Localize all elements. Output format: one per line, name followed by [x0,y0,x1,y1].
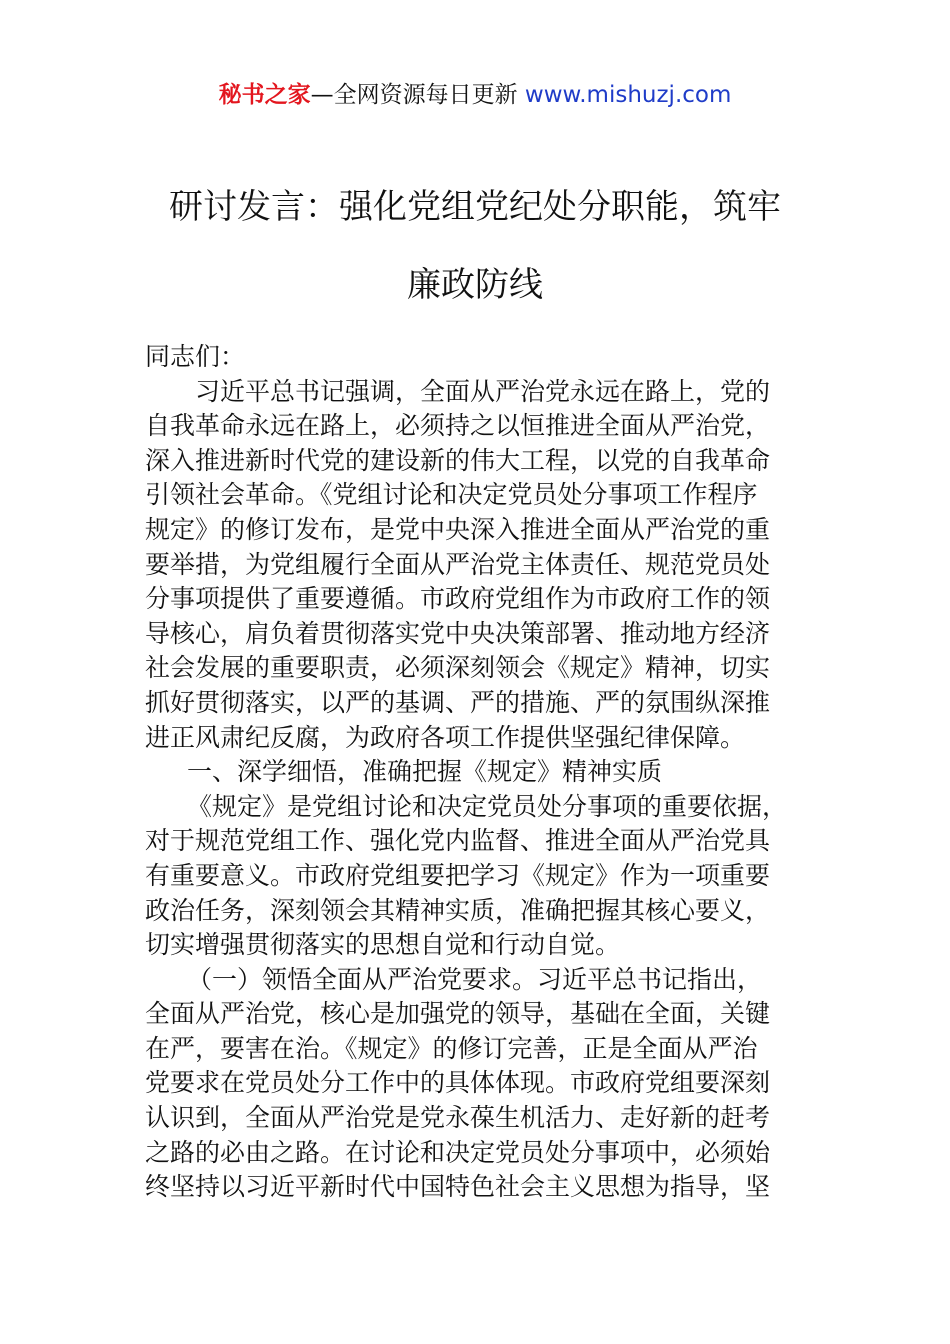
paragraph-line: 有重要意义。市政府党组要把学习《规定》作为一项重要 [145,860,771,890]
paragraph-line: 社会发展的重要职责，必须深刻领会《规定》精神，切实 [145,653,771,683]
paragraph-line: 切实增强贯彻落实的思想自觉和行动自觉。 [145,930,621,960]
paragraph-line: 导核心，肩负着贯彻落实党中央决策部署、推动地方经济 [145,618,771,648]
paragraph-line: 分事项提供了重要遵循。市政府党组作为市政府工作的领 [145,584,771,614]
brand-name: 秘书之家 [218,82,311,108]
site-header [0,78,950,112]
paragraph-line: 党要求在党员处分工作中的具体体现。市政府党组要深刻 [145,1068,771,1098]
paragraph-line: 引领社会革命。《党组讨论和决定党员处分事项工作程序 [145,480,758,510]
paragraph-line: 对于规范党组工作、强化党内监督、推进全面从严治党具 [145,826,771,856]
paragraph-line: 自我革命永远在路上，必须持之以恒推进全面从严治党， [145,411,771,441]
paragraph-line: 要举措，为党组履行全面从严治党主体责任、规范党员处 [145,549,771,579]
salutation: 同志们： [145,342,246,371]
paragraph-line: 《规定》是党组讨论和决定党员处分事项的重要依据， [187,791,788,821]
title-line-1: 研讨发言：强化党组党纪处分职能，筑牢 [169,187,781,227]
paragraph-line: 抓好贯彻落实，以严的基调、严的措施、严的氛围纵深推 [145,687,771,717]
document-body [145,340,810,1205]
paragraph-line: 进正风肃纪反腐，为政府各项工作提供坚强纪律保障。 [145,722,746,752]
paragraph-line: 习近平总书记强调，全面从严治党永远在路上，党的 [195,376,771,406]
paragraph-line: 全面从严治党，核心是加强党的领导，基础在全面，关键 [145,999,771,1029]
document-title [120,168,830,324]
paragraph-line: 终坚持以习近平新时代中国特色社会主义思想为指导，坚 [145,1172,771,1202]
paragraph-line: 政治任务，深刻领会其精神实质，准确把握其核心要义， [145,895,771,925]
title-line-2: 廉政防线 [407,265,543,305]
header-slogan: —全网资源每日更新 [310,82,525,108]
paragraph-line: 在严，要害在治。《规定》的修订完善，正是全面从严治 [145,1033,758,1063]
paragraph-line: 规定》的修订发布，是党中央深入推进全面从严治党的重 [145,514,771,544]
section-heading: 一、深学细悟，准确把握《规定》精神实质 [187,757,663,787]
paragraph-line: 之路的必由之路。在讨论和决定党员处分事项中，必须始 [145,1137,771,1167]
paragraph-line: 深入推进新时代党的建设新的伟大工程，以党的自我革命 [145,445,771,475]
subsection-line: （一）领悟全面从严治党要求。习近平总书记指出， [187,964,763,994]
paragraph-line: 认识到，全面从严治党是党永葆生机活力、走好新的赶考 [145,1103,771,1133]
site-url-link[interactable]: www.mishuzj.com [524,82,732,108]
